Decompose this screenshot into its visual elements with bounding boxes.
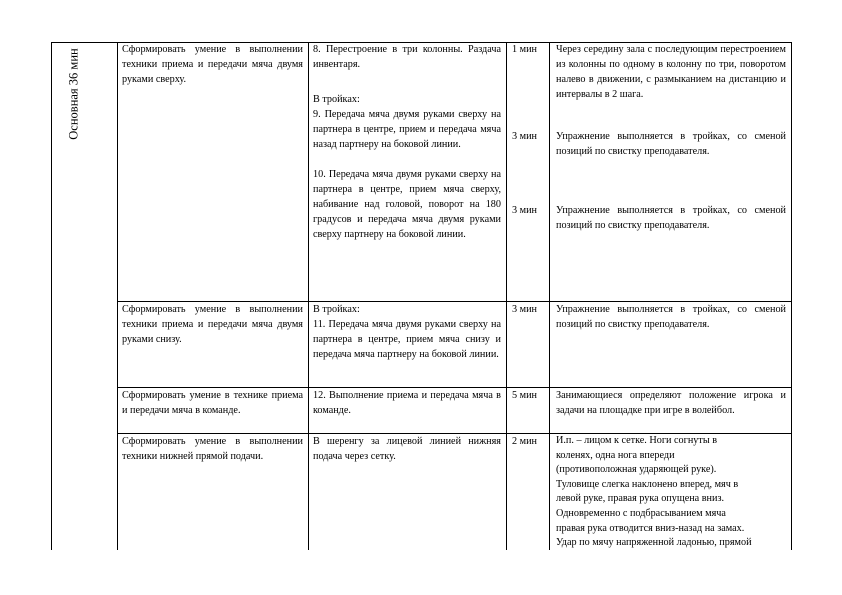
content-cell (313, 302, 501, 362)
task-cell: Сформировать умение в выполнении техники приема и передачи мяча двумя руками сверху. (122, 44, 303, 85)
column-divider-1 (117, 42, 118, 550)
task-cell: Сформировать умение в выполнении техники нижней прямой подачи. (122, 436, 303, 462)
time-cell: 1 мин (512, 44, 537, 55)
notes-line: И.п. – лицом к сетке. Ноги согнуты в (556, 435, 718, 446)
notes-line: Одновременно с подбрасыванием мяча (556, 507, 726, 519)
notes-line: Туловище слегка наклонено вперед, мяч в (556, 478, 739, 490)
notes-line: левой руке, правая рука опущена вниз. (556, 493, 725, 505)
content-cell (313, 42, 501, 242)
content-text: 10. Передача мяча двумя руками сверху на партнера в центре, прием мяча сверху, набивание над головой, поворот на 180 градусов и передача мяча двумя руками сверху партнеру на боковой линии. (313, 169, 501, 240)
content-text: 8. Перестроение в три колонны. Раздача инвентаря. (313, 44, 501, 70)
notes-line: коленях, одна нога впереди (556, 449, 675, 461)
time-cell: 3 мин (512, 131, 537, 142)
task-cell: Сформировать умение в выполнении техники приема и передачи мяча двумя руками снизу. (122, 304, 303, 345)
column-divider-3 (506, 42, 507, 550)
content-text: 11. Передача мяча двумя руками сверху на партнера в центре, прием мяча снизу и передача мяча партнеру на боковой линии. (313, 319, 501, 360)
time-cell: 3 мин (512, 205, 537, 216)
notes-cell: Через середину зала с последующим перестроением из колонны по одному в колонну по три, поворотом налево в движении, с размыканием на дистанцию и интервалы в 2 шага. (556, 44, 786, 100)
notes-line: Удар по мячу напряженной ладонью, прямой (556, 537, 752, 549)
column-divider-4 (549, 42, 550, 550)
content-cell: 12. Выполнение приема и передача мяча в команде. (313, 390, 501, 416)
notes-line: (противоположная ударяющей руке). (556, 464, 717, 476)
table-border-left (51, 42, 52, 550)
time-cell: 5 мин (512, 390, 537, 401)
table-border-right (791, 42, 792, 550)
task-cell: Сформировать умение в технике приема и передачи мяча в команде. (122, 390, 303, 416)
content-cell: В шеренгу за лицевой линией нижняя подача через сетку. (313, 436, 501, 462)
time-cell: 3 мин (512, 304, 537, 315)
time-cell: 2 мин (512, 436, 537, 447)
column-divider-2 (308, 42, 309, 550)
notes-line: правая рука отводится вниз-назад на замах. (556, 522, 745, 534)
content-text: 9. Передача мяча двумя руками сверху на партнера в центре, прием и передача мяча назад партнеру на боковой линии. (313, 109, 501, 150)
notes-cell: Занимающиеся определяют положение игрока и задачи на площадке при игре в волейбол. (556, 390, 786, 416)
notes-cell: Упражнение выполняется в тройках, со сменой позиций по свистку преподавателя. (556, 131, 786, 157)
notes-cell (556, 434, 789, 551)
notes-cell: Упражнение выполняется в тройках, со сменой позиций по свистку преподавателя. (556, 205, 786, 231)
section-label: Основная 36 мин (66, 48, 81, 140)
content-subheading: В тройках: (313, 304, 360, 315)
content-subheading: В тройках: (313, 94, 360, 105)
notes-cell: Упражнение выполняется в тройках, со сменой позиций по свистку преподавателя. (556, 304, 786, 330)
